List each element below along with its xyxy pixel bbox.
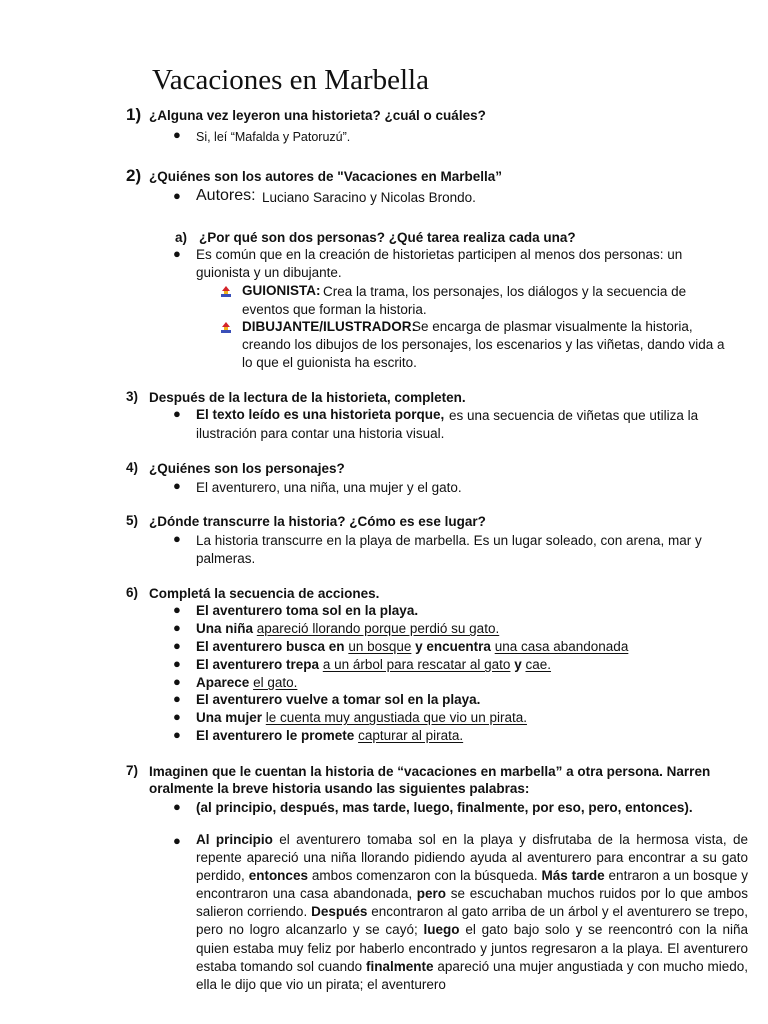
question-3-answer-line2: ilustración para contar una historia visual. <box>196 426 445 441</box>
question-5-text: ¿Dónde transcurre la historia? ¿Cómo es ese lugar? <box>149 514 486 529</box>
role-guionista-line1: Crea la trama, los personajes, los diálogos y la secuencia de <box>323 284 687 299</box>
question-2-text: ¿Quiénes son los autores de "Vacaciones en Marbella” <box>149 169 503 184</box>
question-3-text: Después de la lectura de la historieta, completen. <box>149 390 466 405</box>
question-1-text: ¿Alguna vez leyeron una historieta? ¿cuál o cuáles? <box>149 108 486 123</box>
question-3-answer-bold: El texto leído es una historieta porque, <box>196 407 445 422</box>
authors-label: Autores: <box>196 187 256 204</box>
authors-value: Luciano Saracino y Nicolas Brondo. <box>262 190 476 205</box>
question-7-words: (al principio, después, mas tarde, luego, finalmente, por eso, pero, entonces). <box>196 800 693 815</box>
question-1-number: 1) <box>126 105 142 124</box>
role-guionista-label: GUIONISTA: <box>242 283 321 298</box>
question-1-answer: Si, leí “Mafalda y Patoruzú”. <box>196 130 351 144</box>
question-6-text: Completá la secuencia de acciones. <box>149 586 380 601</box>
question-7-number: 7) <box>126 763 139 778</box>
sequence-step-2: Una niña apareció llorando porque perdió su gato. <box>196 621 500 636</box>
bullet-icon: ● <box>173 727 181 742</box>
role-guionista-line2: eventos que forman la historia. <box>242 302 427 317</box>
sequence-step-8: El aventurero le promete capturar al pirata. <box>196 728 464 743</box>
role-dibujante-label: DIBUJANTE/ILUSTRADOR: <box>242 319 416 334</box>
question-7-text-line1: Imaginen que le cuentan la historia de “vacaciones en marbella” a otra persona. Narren <box>149 764 711 779</box>
question-6-number: 6) <box>126 585 139 600</box>
question-7-text-line2: oralmente la breve historia usando las siguientes palabras: <box>149 781 530 796</box>
bullet-icon: ● <box>173 674 181 689</box>
sequence-step-4: El aventurero trepa a un árbol para rescatar al gato y cae. <box>196 657 552 672</box>
document-title: Vacaciones en Marbella <box>152 64 429 96</box>
bullet-icon: ● <box>173 531 181 546</box>
bullet-icon: ● <box>173 406 181 421</box>
role-dibujante-line1: Se encarga de plasmar visualmente la historia, <box>412 319 693 334</box>
bullet-icon: ● <box>173 709 181 724</box>
sequence-step-5: Aparece el gato. <box>196 675 298 690</box>
arrow-bullet-icon <box>220 322 232 334</box>
question-4-answer: El aventurero, una niña, una mujer y el gato. <box>196 480 462 495</box>
sequence-step-6: El aventurero vuelve a tomar sol en la playa. <box>196 692 481 707</box>
subquestion-a-answer-line2: guionista y un dibujante. <box>196 265 342 280</box>
role-dibujante-line3: lo que el guionista ha escrito. <box>242 355 417 370</box>
question-2-number: 2) <box>126 166 142 185</box>
bullet-icon: ● <box>173 691 181 706</box>
bullet-icon: ● <box>173 127 181 142</box>
subquestion-a-text: ¿Por qué son dos personas? ¿Qué tarea realiza cada una? <box>199 230 576 245</box>
bullet-icon: ● <box>173 620 181 635</box>
question-3-answer-line1: es una secuencia de viñetas que utiliza la <box>449 408 699 423</box>
subquestion-a-answer-line1: Es común que en la creación de historietas participen al menos dos personas: un <box>196 247 683 262</box>
bullet-icon: ● <box>173 656 181 671</box>
role-dibujante-line2: creando los dibujos de los personajes, los escenarios y las viñetas, dando vida a <box>242 337 725 352</box>
question-5-answer-line2: palmeras. <box>196 551 256 566</box>
sequence-step-3: El aventurero busca en un bosque y encuentra una casa abandonada <box>196 639 629 654</box>
sequence-step-7: Una mujer le cuenta muy angustiada que vio un pirata. <box>196 710 527 725</box>
bullet-icon: ● <box>173 638 181 653</box>
question-5-answer-line1: La historia transcurre en la playa de marbella. Es un lugar soleado, con arena, mar y <box>196 533 702 548</box>
bullet-icon: ● <box>173 602 181 617</box>
bullet-icon: ● <box>173 246 181 261</box>
subquestion-a-letter: a) <box>175 230 188 245</box>
question-3-number: 3) <box>126 389 139 404</box>
bullet-icon: ● <box>173 188 181 203</box>
question-4-number: 4) <box>126 460 139 475</box>
bullet-icon: ● <box>173 478 181 493</box>
arrow-bullet-icon <box>220 286 232 298</box>
bullet-icon: ● <box>173 833 181 848</box>
question-4-text: ¿Quiénes son los personajes? <box>149 461 345 476</box>
sequence-step-1: El aventurero toma sol en la playa. <box>196 603 419 618</box>
question-5-number: 5) <box>126 513 139 528</box>
question-7-story: Al principio el aventurero tomaba sol en la playa y disfrutaba de la hermosa vista, de repente apareció una niña llorando pidiendo ayuda al aventurero para encontrar a su gato perdido, entonces ambos comenzaron con la búsqueda. Más tarde entraron a un bosque y encontraron una casa abandonada, pero se escuchaban muchos ruidos por lo que ambos salieron corriendo. Después encontraron al gato arriba de un árbol y el aventurero se trepo, pero no logro alcanzarlo y se cayó; luego el gato bajo solo y se reencontró con la niña quien estaba muy feliz por haberlo encontrado y juntos regresaron a la playa. El aventurero estaba tomando sol cuando finalmente apareció una mujer angustiada y con mucho miedo, ella le dijo que vio un pirata; el aventurero <box>196 832 749 992</box>
bullet-icon: ● <box>173 799 181 814</box>
